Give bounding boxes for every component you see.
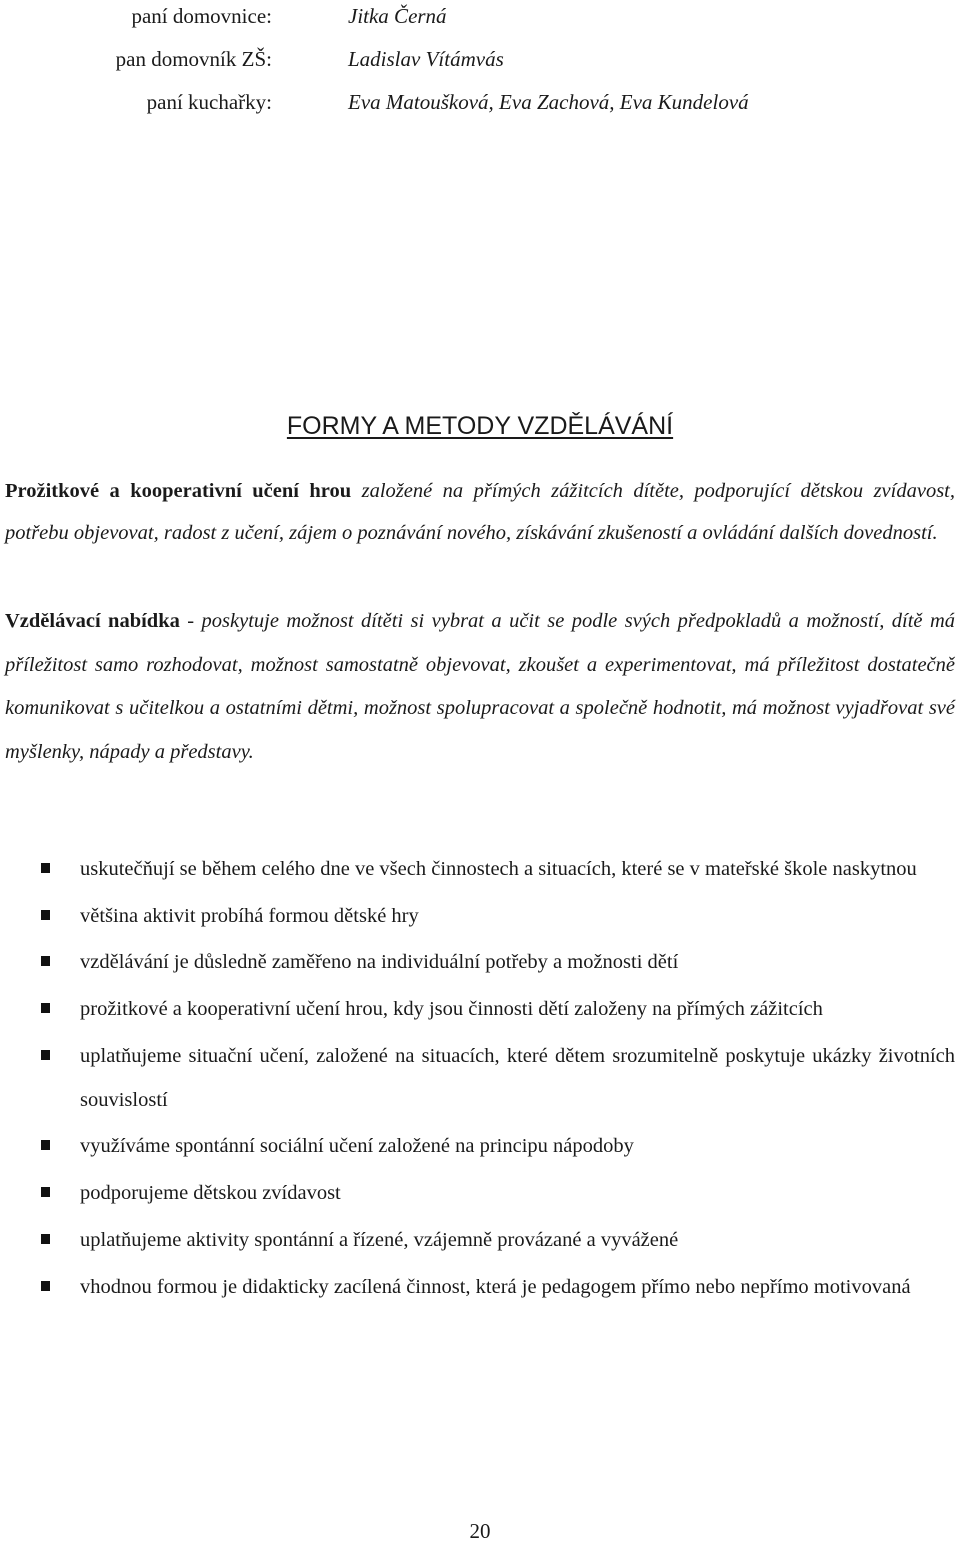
square-bullet-icon xyxy=(41,1234,50,1244)
staff-row xyxy=(0,44,960,74)
staff-row xyxy=(0,1,960,31)
square-bullet-icon xyxy=(41,1050,50,1060)
square-bullet-icon xyxy=(41,1187,50,1197)
section-heading: FORMY A METODY VZDĚLÁVÁNÍ xyxy=(286,412,674,440)
list-item xyxy=(0,1265,960,1309)
square-bullet-icon xyxy=(41,910,50,920)
list-item xyxy=(0,847,960,891)
staff-role: paní kuchařky: xyxy=(146,90,272,114)
list-item xyxy=(0,1124,960,1168)
staff-name: Ladislav Vítámvás xyxy=(348,47,504,71)
list-item-text: většina aktivit probíhá formou dětské hry xyxy=(80,904,419,927)
list-item xyxy=(0,894,960,938)
paragraph-lead: Prožitkové a kooperativní učení hrou xyxy=(5,480,352,502)
paragraph-lead: Vzdělávací nabídka xyxy=(5,610,180,632)
list-item-text: využíváme spontánní sociální učení založené na principu nápodoby xyxy=(80,1135,634,1158)
square-bullet-icon xyxy=(41,1003,50,1013)
paragraph-vzdelavaci-nabidka xyxy=(5,600,955,774)
list-item-text: prožitkové a kooperativní učení hrou, kdy jsou činnosti dětí založeny na přímých zážitcích xyxy=(80,998,823,1021)
list-item xyxy=(0,1218,960,1262)
list-item xyxy=(0,987,960,1031)
paragraph-body: založené na přímých zážitcích dítěte, podporující dětskou zvídavost, potřebu objevovat, radost z učení, zájem o poznávání nového, získávání zkušeností a ovládání dalších dovedností. xyxy=(5,480,955,544)
list-item-text: vzdělávání je důsledně zaměřeno na individuální potřeby a možnosti dětí xyxy=(80,951,679,974)
list-item xyxy=(0,940,960,984)
paragraph-body: - poskytuje možnost dítěti si vybrat a učit se podle svých předpokladů a možností, dítě má příležitost samo rozhodovat, možnost samostatně objevovat, zkoušet a experimentovat, má příležitost dostatečně komunikovat s učitelkou a ostatními dětmi, možnost spolupracovat a společně hodnotit, má možnost vyjadřovat své myšlenky, nápady a představy. xyxy=(5,610,956,763)
staff-row xyxy=(0,87,960,117)
list-item xyxy=(0,1034,960,1122)
list-item-text: uplatňujeme aktivity spontánní a řízené, vzájemně provázané a vyvážené xyxy=(80,1228,679,1251)
staff-name: Eva Matoušková, Eva Zachová, Eva Kundelová xyxy=(348,90,749,114)
square-bullet-icon xyxy=(41,1140,50,1150)
staff-role: paní domovnice: xyxy=(131,4,272,28)
page-number: 20 xyxy=(469,1519,491,1543)
square-bullet-icon xyxy=(41,863,50,873)
square-bullet-icon xyxy=(41,1281,50,1291)
paragraph-prozitkove-uceni xyxy=(5,470,955,554)
bullet-list xyxy=(0,847,960,1311)
list-item xyxy=(0,1171,960,1215)
staff-name: Jitka Černá xyxy=(348,4,447,28)
square-bullet-icon xyxy=(41,956,50,966)
list-item-text: uplatňujeme situační učení, založené na situacích, které dětem srozumitelně poskytuje ukázky životních souvislostí xyxy=(80,1044,955,1111)
list-item-text: podporujeme dětskou zvídavost xyxy=(80,1182,341,1205)
list-item-text: vhodnou formou je didakticky zacílená činnost, která je pedagogem přímo nebo nepřímo motivovaná xyxy=(80,1275,911,1298)
list-item-text: uskutečňují se během celého dne ve všech činnostech a situacích, které se v mateřské škole naskytnou xyxy=(80,858,917,880)
staff-role: pan domovník ZŠ: xyxy=(115,47,272,71)
